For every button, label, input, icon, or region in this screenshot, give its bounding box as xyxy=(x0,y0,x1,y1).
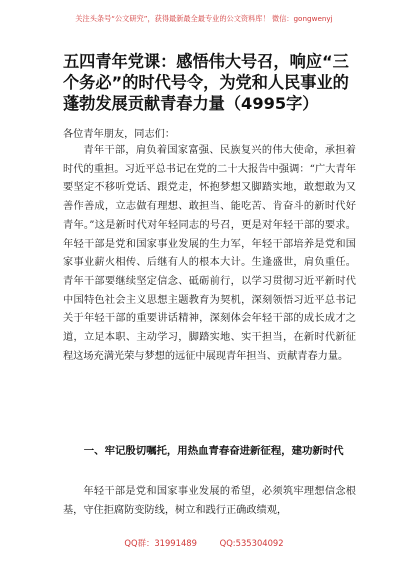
body-paragraph: 青年干部，肩负着国家富强、民族复兴的伟大使命，承担着时代的重担。习近平总书记在党的二十大报告中强调：“广大青年要坚定不移听党话、跟党走，怀抱梦想又脚踏实地，敢想敢为又善作善成，立志做有理想、敢担当、能吃苦、肯奋斗的新时代好青年。”这是新时代对年轻同志的号召，更是对年轻干部的要求。年轻干部是党和国家事业发展的生力军，年轻干部培养是党和国家事业薪火相传、后继有人的根本大计。生逢盛世，肩负重任。青年干部要继续坚定信念、砥砺前行，以学习贯彻习近平新时代中国特色社会主义思想主题教育为契机，深刻领悟习近平总书记关于年轻干部的重要讲话精神，深刻体会年轻干部的成长成才之道，立足本职、主动学习，脚踏实地、实干担当，在新时代新征程这场充满光荣与梦想的远征中展现青年担当、贡献青春力量。 xyxy=(63,145,356,362)
header-banner: 关注头条号“公文研究”，获得最新最全最专业的公文资料库！ 微信：gongwenyj xyxy=(75,14,333,23)
salutation: 各位青年朋友，同志们： xyxy=(63,129,176,140)
section-heading: 一、牢记殷切嘱托，用热血青春奋进新征程，建功新时代 xyxy=(83,445,344,457)
body-paragraph: 年轻干部是党和国家事业发展的希望，必须筑牢理想信念根基，守住拒腐防变防线，树立和践行正确政绩观， xyxy=(63,486,356,516)
footer-qq: QQ:535304092 xyxy=(219,538,284,548)
footer xyxy=(0,537,408,549)
document-title: 五四青年党课：感悟伟大号召，响应“三个务必”的时代号令，为党和人民事业的蓬勃发展贡献青春力量（4995字） xyxy=(63,52,349,113)
footer-qq-group: QQ群：31991489 xyxy=(124,538,197,548)
